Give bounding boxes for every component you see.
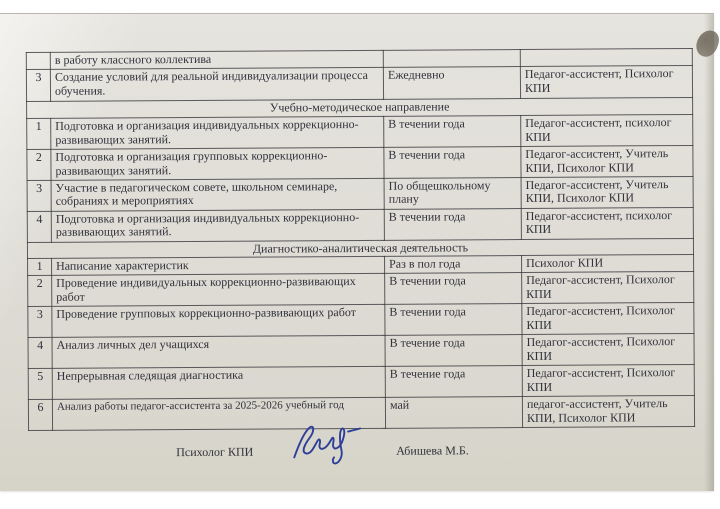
activity-cell: Проведение индивидуальных коррекционно-развивающих работ xyxy=(52,274,385,307)
signer-name: Абишева М.Б. xyxy=(396,443,469,458)
timing-cell xyxy=(383,49,520,67)
table-row xyxy=(28,272,694,307)
activity-cell: Анализ личных дел учащихся xyxy=(52,335,385,368)
table-row xyxy=(28,334,694,369)
responsible-cell: Педагог-ассистент, Учитель КПИ, Психолог КПИ xyxy=(521,145,693,177)
row-number-cell xyxy=(26,52,50,69)
activity-cell: Создание условий для реальной индивидуализации процесса обучения. xyxy=(50,67,383,101)
section-header-cell: Учебно-методическое направление xyxy=(27,97,693,118)
work-plan-table xyxy=(26,48,695,431)
timing-cell: В течение года xyxy=(385,366,522,398)
activity-cell: Анализ работы педагог-ассистента за 2025-2026 учебный год xyxy=(52,397,385,430)
responsible-cell: Педагог-ассистент, Учитель КПИ, Психолог КПИ xyxy=(521,176,693,208)
scanned-page xyxy=(0,13,714,491)
row-number-cell: 3 xyxy=(27,180,51,211)
table-row xyxy=(27,145,693,180)
timing-cell: В течении года xyxy=(385,273,522,305)
table-row xyxy=(27,207,693,242)
row-number-cell: 4 xyxy=(27,211,51,242)
table-row xyxy=(28,365,694,400)
timing-cell: В течении года xyxy=(385,304,522,336)
activity-cell: Участие в педагогическом совете, школьном семинаре, собраниях и мероприятиях xyxy=(51,178,384,211)
row-number-cell: 2 xyxy=(27,149,51,180)
timing-cell: В течении года xyxy=(384,146,521,178)
row-number-cell: 5 xyxy=(28,369,52,400)
timing-cell: В течение года xyxy=(385,335,522,367)
activity-cell: Непрерывная следящая диагностика xyxy=(52,366,385,399)
responsible-cell xyxy=(520,48,692,66)
timing-cell: Раз в пол года xyxy=(385,256,522,274)
responsible-cell: Педагог-ассистент, психолог КПИ xyxy=(521,207,693,239)
row-number-cell: 3 xyxy=(28,307,52,338)
activity-cell: Подготовка и организация индивидуальных коррекционно-развивающих занятий. xyxy=(51,209,384,242)
page-content xyxy=(0,12,715,493)
row-number-cell: 6 xyxy=(28,400,52,431)
responsible-cell: Педагог-ассистент, Психолог КПИ xyxy=(522,303,694,335)
section-header-cell: Диагностико-аналитическая деятельность xyxy=(27,238,693,259)
responsible-cell: Педагог-ассистент, Психолог КПИ xyxy=(522,272,694,304)
responsible-cell: педагог-ассистент, Учитель КПИ, Психолог КПИ xyxy=(522,396,694,428)
responsible-cell: Педагог-ассистент, Психолог КПИ xyxy=(522,365,694,397)
timing-cell: Ежедневно xyxy=(383,66,520,99)
timing-cell: По общешкольному плану xyxy=(384,177,521,209)
activity-cell: Проведение групповых коррекционно-развивающих работ xyxy=(52,304,385,337)
row-number-cell: 4 xyxy=(28,338,52,369)
activity-cell: Подготовка и организация индивидуальных коррекционно-развивающих занятий. xyxy=(51,116,384,149)
row-number-cell: 2 xyxy=(28,276,52,307)
timing-cell: В течении года xyxy=(384,208,521,240)
row-number-cell: 1 xyxy=(27,118,51,149)
row-number-cell: 3 xyxy=(26,69,50,101)
signer-role: Психолог КПИ xyxy=(176,444,254,460)
activity-cell: Подготовка и организация групповых коррекционно-развивающих занятий. xyxy=(51,147,384,180)
table-row xyxy=(27,176,693,211)
table-row xyxy=(27,114,693,149)
table-row xyxy=(28,303,694,338)
timing-cell: май xyxy=(385,397,522,429)
responsible-cell: Педагог-ассистент, Психолог КПИ xyxy=(520,65,692,98)
responsible-cell: Педагог-ассистент, Психолог КПИ xyxy=(522,334,694,366)
table-row xyxy=(26,65,692,101)
activity-cell: Написание характеристик xyxy=(52,257,385,276)
signature-icon xyxy=(289,420,367,468)
responsible-cell: Педагог-ассистент, психолог КПИ xyxy=(521,114,693,146)
activity-cell: в работу классного коллектива xyxy=(50,50,383,69)
timing-cell: В течении года xyxy=(384,115,521,147)
responsible-cell: Психолог КПИ xyxy=(522,255,694,273)
row-number-cell: 1 xyxy=(28,259,52,276)
